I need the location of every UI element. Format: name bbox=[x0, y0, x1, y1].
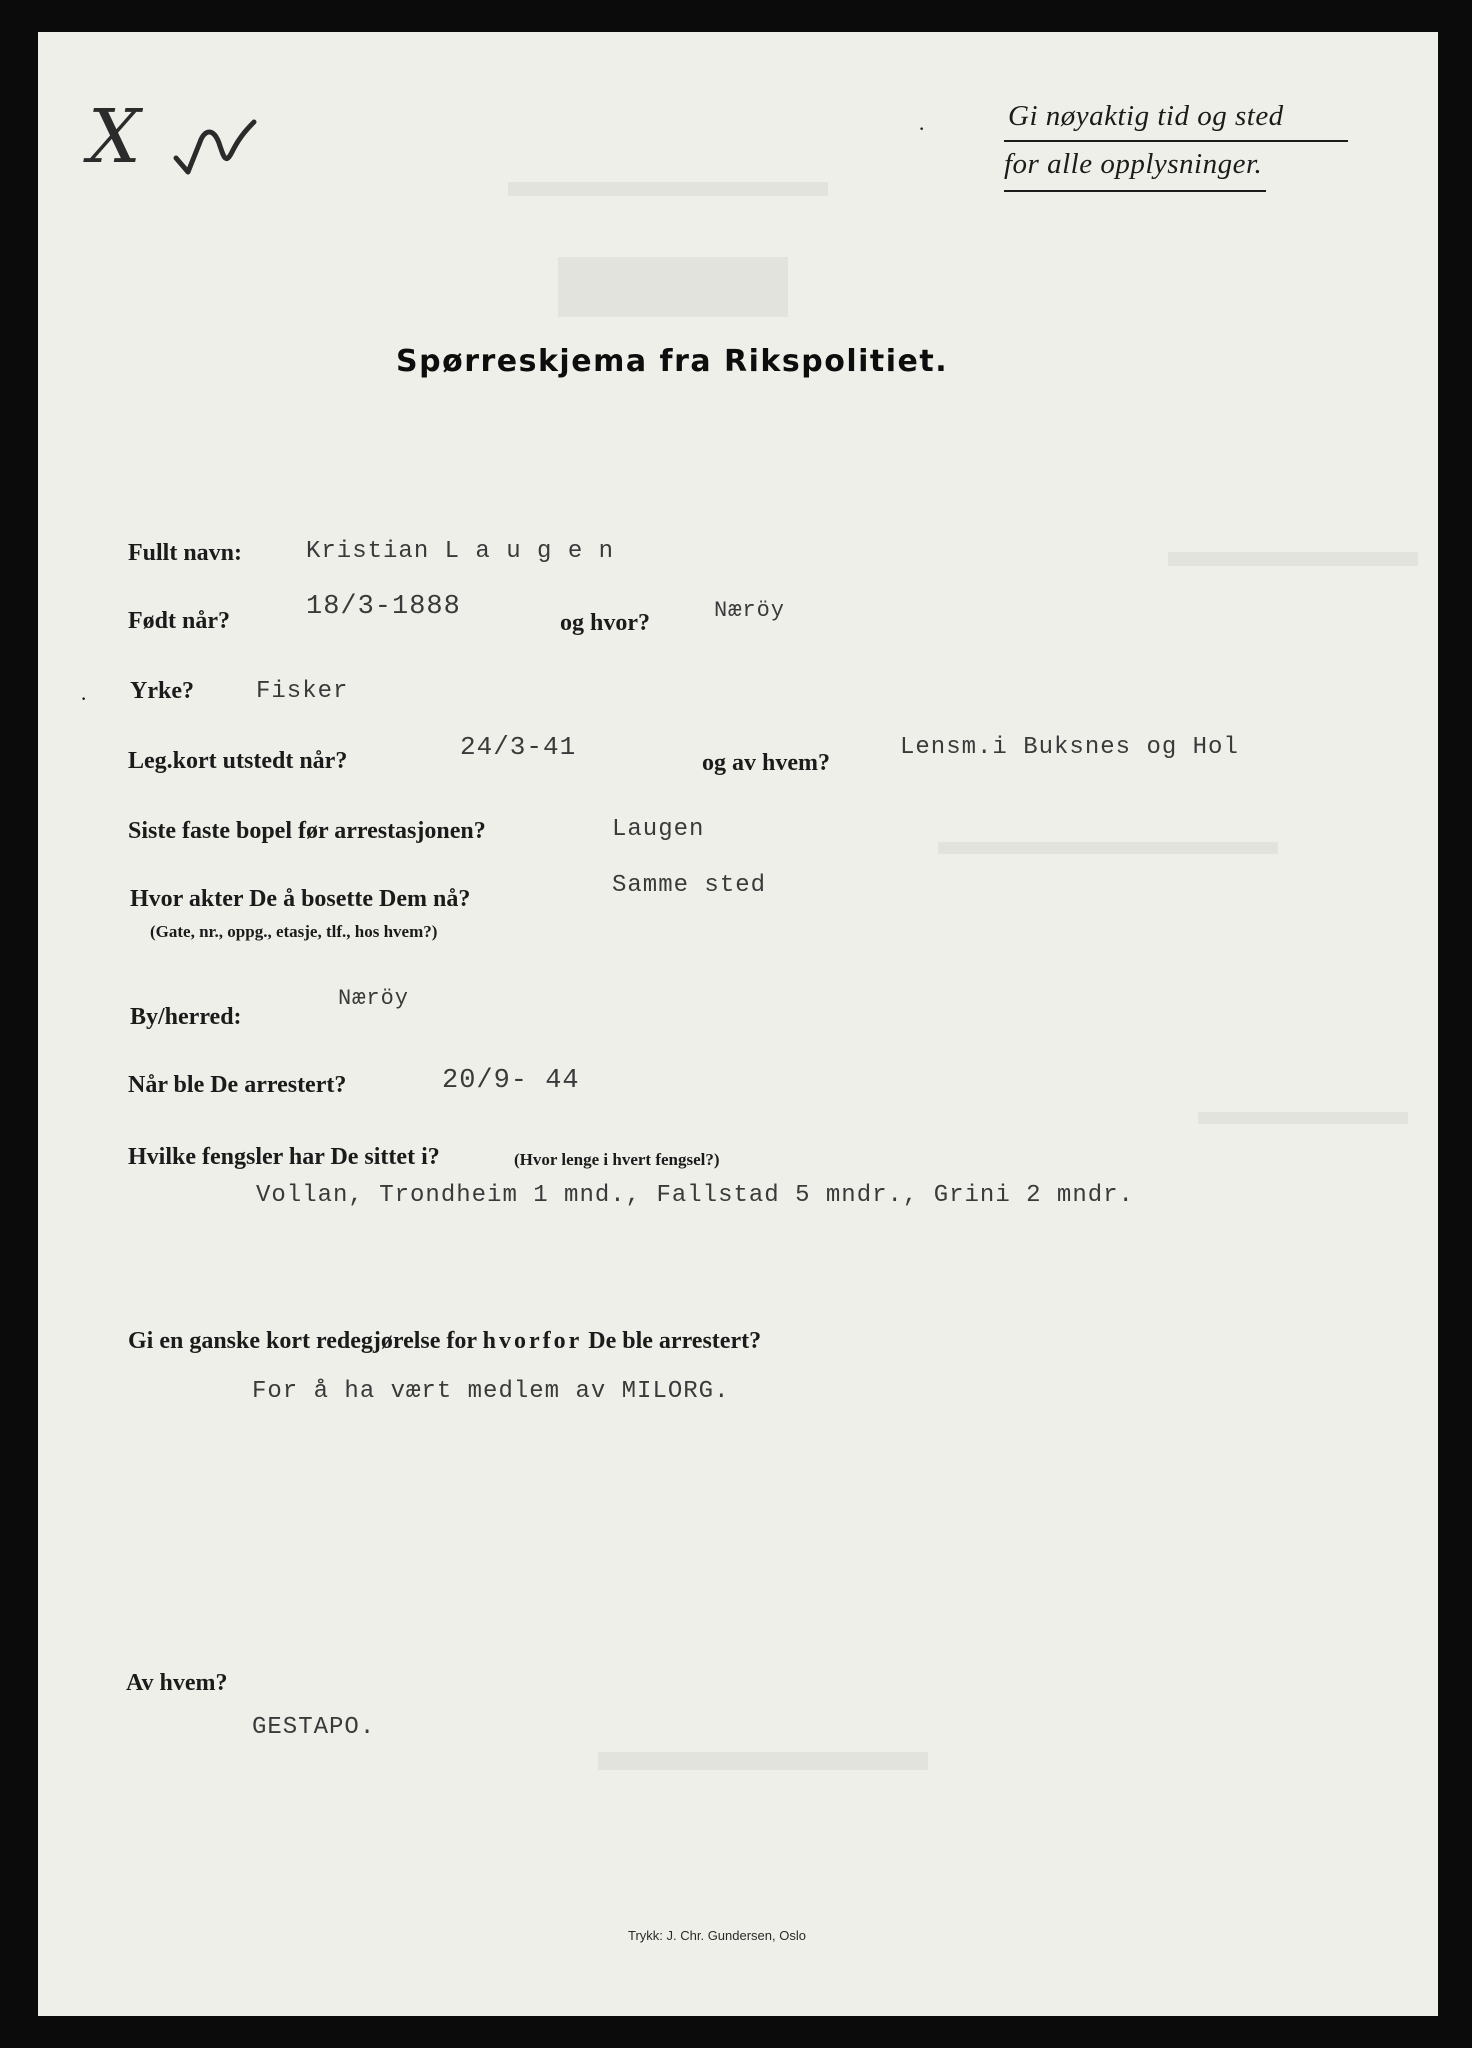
notice-dot: · bbox=[918, 116, 926, 141]
notice-line-2: for alle opplysninger. bbox=[1004, 148, 1263, 180]
reason-label-post: De ble arrestert? bbox=[588, 1328, 762, 1354]
born-where-label: og hvor? bbox=[560, 610, 650, 636]
born-where-value: Næröy bbox=[714, 598, 786, 623]
form-title: Spørreskjema fra Rikspolitiet. bbox=[396, 344, 949, 379]
occupation-value: Fisker bbox=[256, 678, 349, 705]
municipality-label: By/herred: bbox=[130, 1004, 242, 1030]
arrested-when-label: Når ble De arrestert? bbox=[128, 1072, 347, 1098]
arrested-when-value: 20/9- 44 bbox=[442, 1066, 580, 1096]
show-through-1 bbox=[508, 182, 828, 196]
born-when-label: Født når? bbox=[128, 608, 230, 634]
arrested-by-label: Av hvem? bbox=[126, 1670, 228, 1696]
prisons-label: Hvilke fengsler har De sittet i? bbox=[128, 1144, 440, 1170]
prisons-hint: (Hvor lenge i hvert fengsel?) bbox=[514, 1150, 720, 1169]
notice-underline-2 bbox=[1004, 190, 1266, 192]
settle-now-value: Samme sted bbox=[612, 872, 767, 899]
id-issued-when-label: Leg.kort utstedt når? bbox=[128, 748, 348, 774]
last-residence-value: Laugen bbox=[612, 816, 705, 843]
prisons-value: Vollan, Trondheim 1 mnd., Fallstad 5 mndr., Grini 2 mndr. bbox=[256, 1182, 1134, 1209]
reason-label-emphasis: hvorfor bbox=[482, 1328, 583, 1354]
id-issued-by-value: Lensm.i Buksnes og Hol bbox=[900, 734, 1239, 761]
arrested-by-value: GESTAPO. bbox=[252, 1714, 376, 1741]
id-issued-when-value: 24/3-41 bbox=[460, 732, 577, 762]
handwritten-initials bbox=[170, 112, 260, 182]
show-through-6 bbox=[598, 1752, 928, 1770]
reason-label-pre: Gi en ganske kort redegjørelse for bbox=[128, 1328, 477, 1354]
notice-underline-1 bbox=[1004, 140, 1348, 142]
born-when-value: 18/3-1888 bbox=[306, 592, 461, 622]
reason-label bbox=[128, 1328, 761, 1355]
printer-credit: Trykk: J. Chr. Gundersen, Oslo bbox=[628, 1928, 806, 1943]
handwritten-x-mark: X bbox=[88, 94, 141, 180]
settle-now-hint: (Gate, nr., oppg., etasje, tlf., hos hvem?) bbox=[150, 922, 438, 941]
margin-dot: · bbox=[80, 686, 88, 711]
municipality-value: Næröy bbox=[338, 986, 410, 1011]
id-issued-by-label: og av hvem? bbox=[702, 750, 830, 776]
reason-value: For å ha vært medlem av MILORG. bbox=[252, 1378, 730, 1405]
show-through-5 bbox=[1198, 1112, 1408, 1124]
settle-now-label: Hvor akter De å bosette Dem nå? bbox=[130, 886, 471, 912]
show-through-3 bbox=[1168, 552, 1418, 566]
occupation-label: Yrke? bbox=[130, 678, 194, 704]
last-residence-label: Siste faste bopel før arrestasjonen? bbox=[128, 818, 486, 844]
notice-line-1: Gi nøyaktig tid og sted bbox=[1008, 100, 1284, 132]
full-name-value: Kristian L a u g e n bbox=[306, 538, 615, 565]
full-name-label: Fullt navn: bbox=[128, 540, 243, 566]
questionnaire-page bbox=[38, 32, 1438, 2016]
show-through-2 bbox=[558, 257, 788, 317]
show-through-4 bbox=[938, 842, 1278, 854]
